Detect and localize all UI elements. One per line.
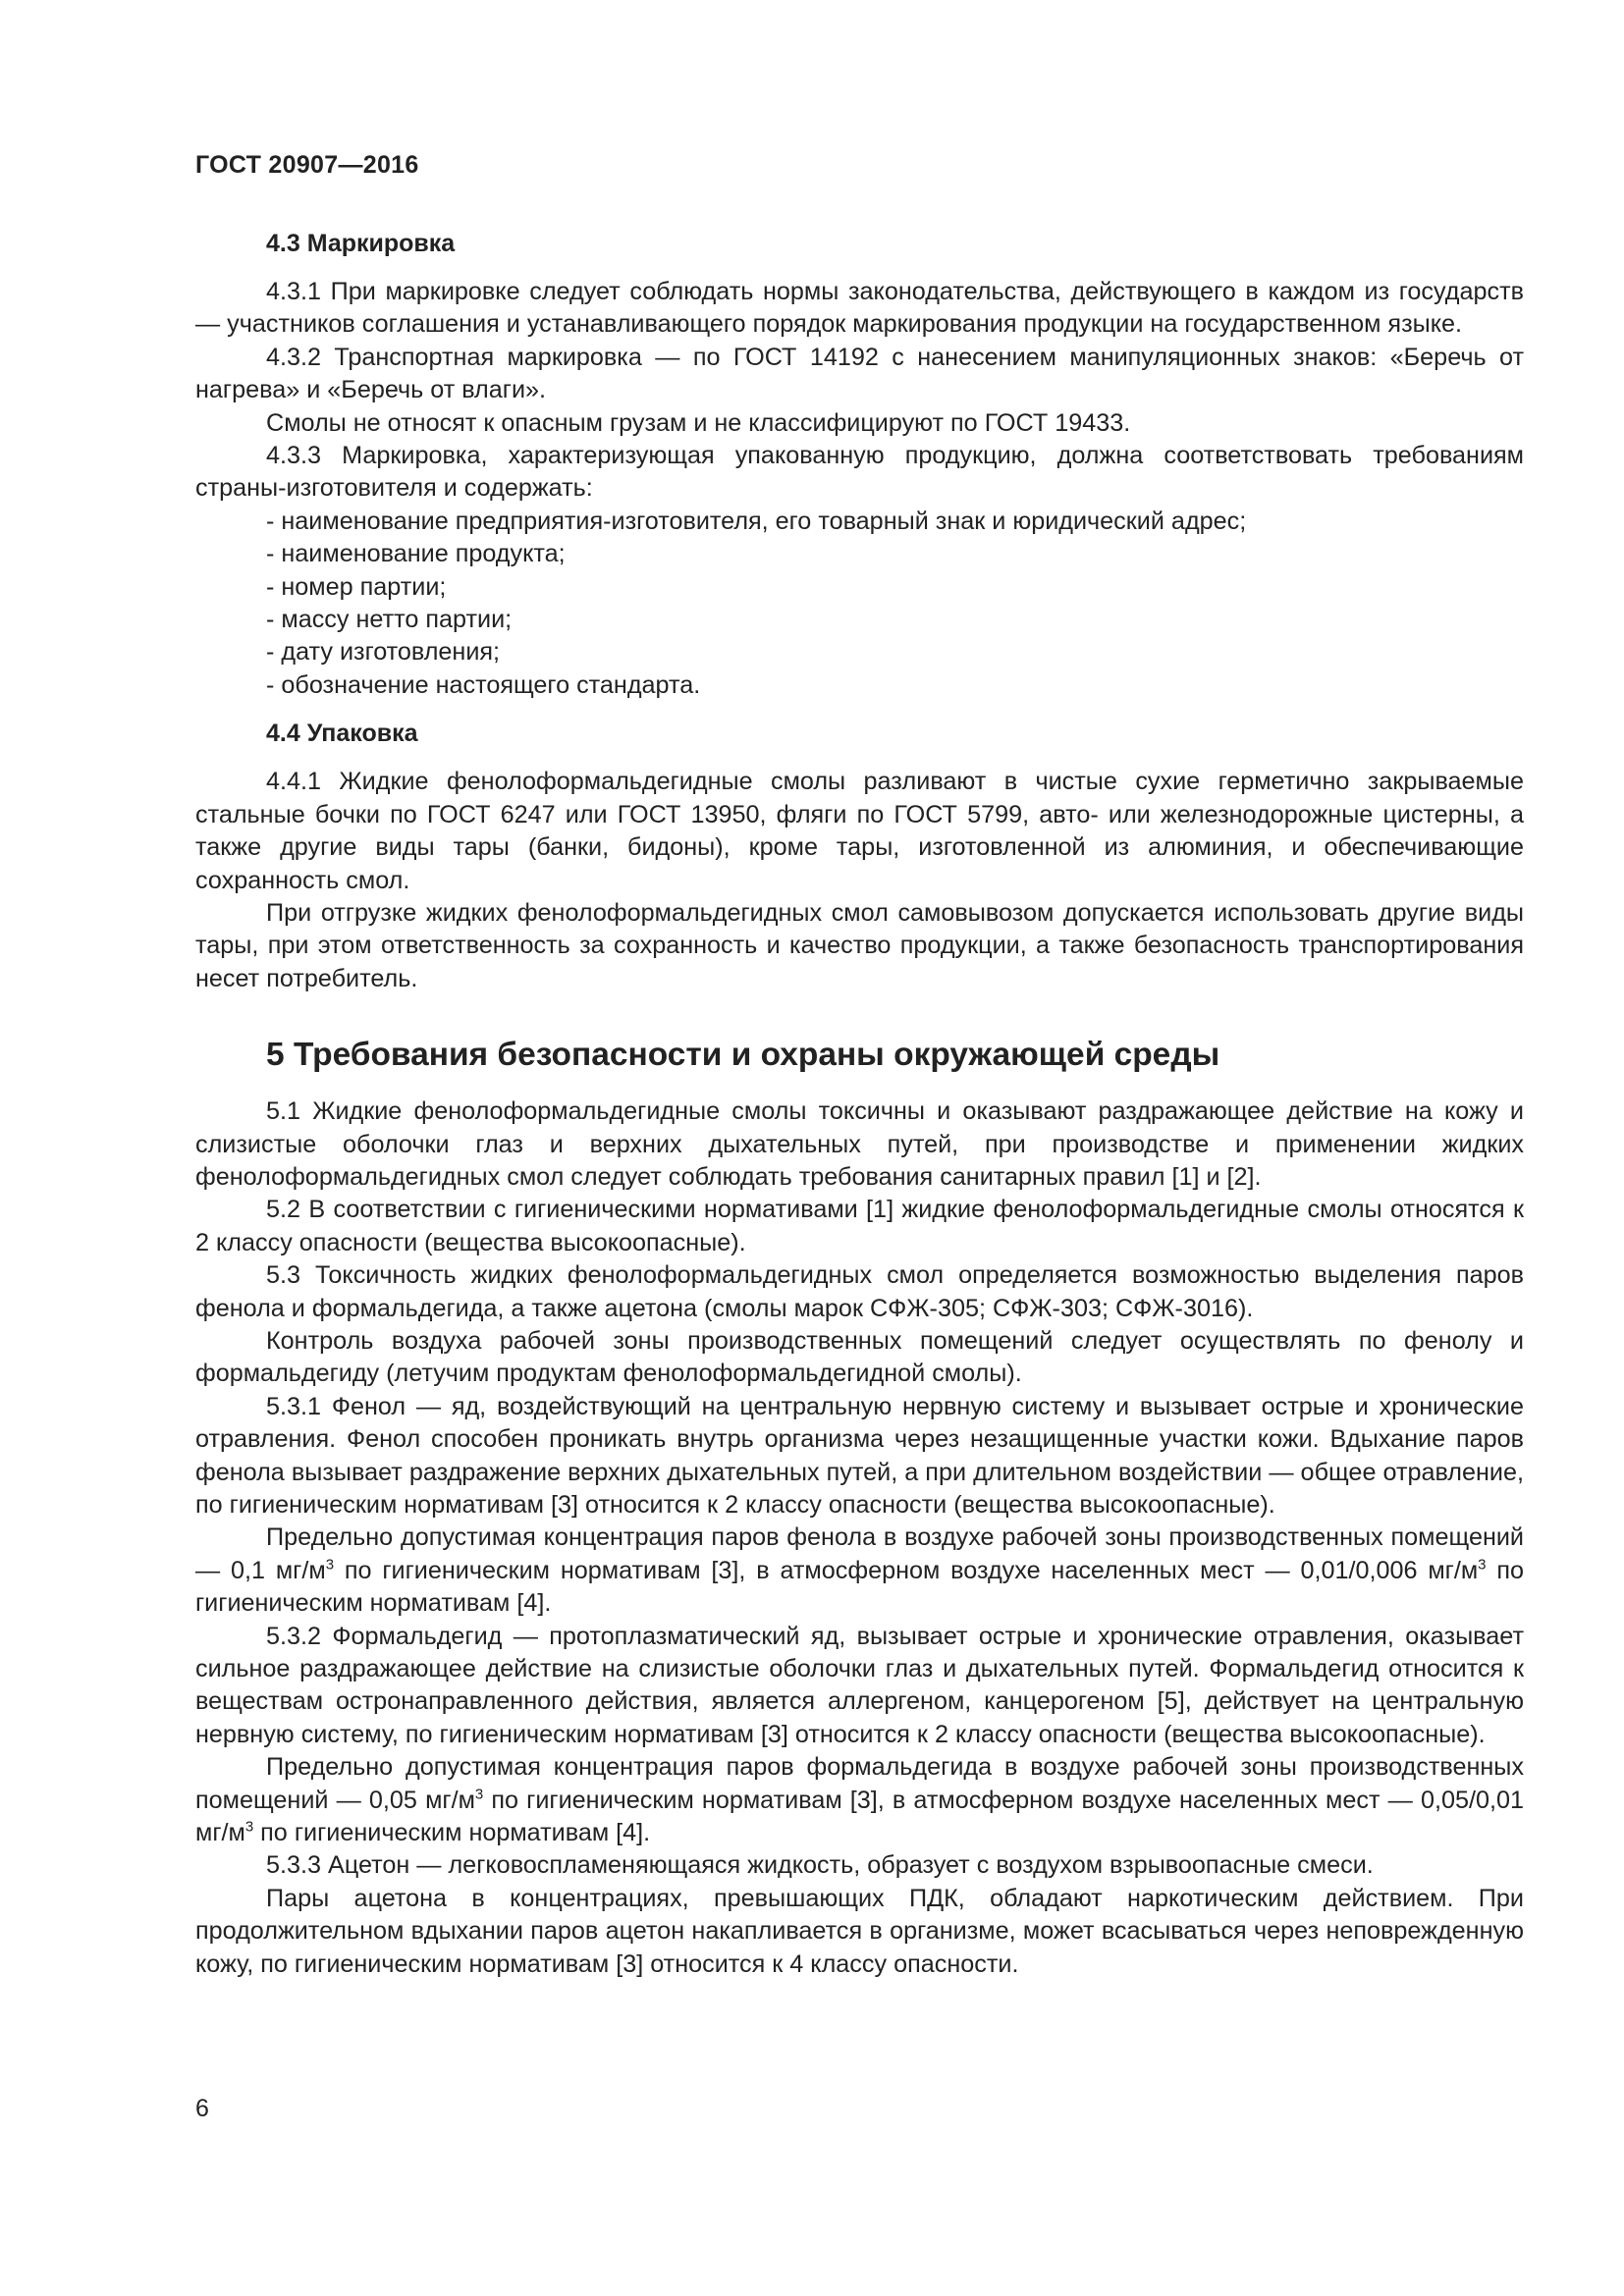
pdk-text: по гигиеническим нормативам [4].: [253, 1819, 651, 1847]
list-item: - массу нетто партии;: [266, 606, 513, 634]
superscript: 3: [1478, 1556, 1487, 1574]
pdk-text: Предельно допустимая концентрация паров формальдегида в воздухе рабочей зоны производственных помещений — 0,05 мг/м: [195, 1753, 1524, 1814]
list-item: - дату изготовления;: [266, 638, 501, 667]
paragraph-4-3-2-note: Смолы не относят к опасным грузам и не классифицируют по ГОСТ 19433.: [266, 408, 1131, 437]
document-page: [195, 0, 1524, 2296]
paragraph-5-3-3-b: Пары ацетона в концентрациях, превышающих ПДК, обладают наркотическим действием. При продолжительном вдыхании паров ацетон накапливается в организме, может всасываться через неповрежденную кожу, по гигиеническим нормативам [3] относится к 4 классу опасности.: [195, 1884, 1524, 1978]
document-header: ГОСТ 20907—2016: [195, 151, 419, 179]
page-number: 6: [195, 2095, 209, 2122]
section-4-3-heading: 4.3 Маркировка: [266, 230, 456, 257]
paragraph-4-3-1: 4.3.1 При маркировке следует соблюдать нормы законодательства, действующего в каждом из государств — участников соглашения и устанавливающего порядок маркирования продукции на государственном языке.: [195, 278, 1524, 339]
list-item: - наименование продукта;: [266, 540, 566, 568]
paragraph-pdk-phenol: [195, 1522, 1524, 1620]
paragraph-5-3-b: Контроль воздуха рабочей зоны производственных помещений следует осуществлять по фенолу и формальдегиду (летучим продуктам фенолоформальдегидной смолы).: [195, 1326, 1524, 1388]
list-item: - обозначение настоящего стандарта.: [266, 670, 701, 699]
paragraph-5-3-3: 5.3.3 Ацетон — легковоспламеняющаяся жидкость, образует с воздухом взрывоопасные смеси.: [266, 1851, 1374, 1880]
superscript: 3: [244, 1818, 254, 1836]
list-item: - номер партии;: [266, 572, 447, 601]
paragraph-5-2: 5.2 В соответствии с гигиеническими нормативами [1] жидкие фенолоформальдегидные смолы относятся к 2 классу опасности (вещества высокоопасные).: [195, 1196, 1524, 1256]
paragraph-4-4-1-b: При отгрузке жидких фенолоформальдегидных смол самовывозом допускается использовать другие виды тары, при этом ответственность за сохранность и качество продукции, а также безопасность транспортирования несет потребитель.: [195, 898, 1524, 992]
paragraph-4-3-2: 4.3.2 Транспортная маркировка — по ГОСТ 14192 с нанесением манипуляционных знаков: «Беречь от нагрева» и «Беречь от влаги».: [195, 343, 1524, 404]
paragraph-4-3-3: 4.3.3 Маркировка, характеризующая упакованную продукцию, должна соответствовать требованиям страны-изготовителя и содержать:: [195, 442, 1524, 503]
section-5-heading: 5 Требования безопасности и охраны окружающей среды: [266, 1037, 1220, 1074]
list-item: - наименование предприятия-изготовителя, его товарный знак и юридический адрес;: [266, 507, 1247, 535]
pdk-text: по гигиеническим нормативам [3], в атмосферном воздухе населенных мест — 0,01/0,006 мг/м: [334, 1556, 1479, 1584]
paragraph-4-4-1: 4.4.1 Жидкие фенолоформальдегидные смолы разливают в чистые сухие герметично закрываемые стальные бочки по ГОСТ 6247 или ГОСТ 13950, фляги по ГОСТ 5799, авто- или железнодорожные цистерны, а также другие виды тары (банки, бидоны), кроме тары, изготовленной из алюминия, и обеспечивающие сохранность смол.: [195, 768, 1524, 894]
pdk-text: по гигиеническим нормативам [3], в атмосферном воздухе населенных мест — 0,05/0,01 мг/м: [195, 1786, 1524, 1847]
pdk-text: Предельно допустимая концентрация паров фенола в воздухе рабочей зоны производственных помещений — 0,1 мг/м: [195, 1523, 1524, 1584]
superscript: 3: [474, 1786, 484, 1803]
paragraph-5-3-2: 5.3.2 Формальдегид — протоплазматический яд, вызывает острые и хронические отравления, оказывает сильное раздражающее действие на слизистые оболочки глаз и дыхательных путей. Формальдегид относится к веществам остронаправленного действия, является аллергеном, канцерогеном [5], действует на центральную нервную систему, по гигиеническим нормативам [3] относится к 2 классу опасности (вещества высокоопасные).: [195, 1622, 1524, 1748]
section-4-4-heading: 4.4 Упаковка: [266, 720, 418, 748]
paragraph-5-3-1: 5.3.1 Фенол — яд, воздействующий на центральную нервную систему и вызывает острые и хронические отравления. Фенол способен проникать внутрь организма через незащищенные участки кожи. Вдыхание паров фенола вызывает раздражение верхних дыхательных путей, а при длительном воздействии — общее отравление, по гигиеническим нормативам [3] относится к 2 классу опасности (вещества высокоопасные).: [195, 1392, 1524, 1519]
document-body: [195, 228, 1524, 1981]
superscript: 3: [325, 1556, 335, 1574]
paragraph-5-1: 5.1 Жидкие фенолоформальдегидные смолы токсичны и оказывают раздражающее действие на кожу и слизистые оболочки глаз и верхних дыхательных путей, при производстве и применении жидких фенолоформальдегидных смол следует соблюдать требования санитарных правил [1] и [2].: [195, 1097, 1524, 1191]
pdk-text: по гигиеническим нормативам [4].: [195, 1556, 1524, 1618]
paragraph-5-3: 5.3 Токсичность жидких фенолоформальдегидных смол определяется возможностью выделения паров фенола и формальдегида, а также ацетона (смолы марок СФЖ-305; СФЖ-303; СФЖ-3016).: [195, 1261, 1524, 1322]
paragraph-pdk-formaldehyde: [195, 1751, 1524, 1849]
